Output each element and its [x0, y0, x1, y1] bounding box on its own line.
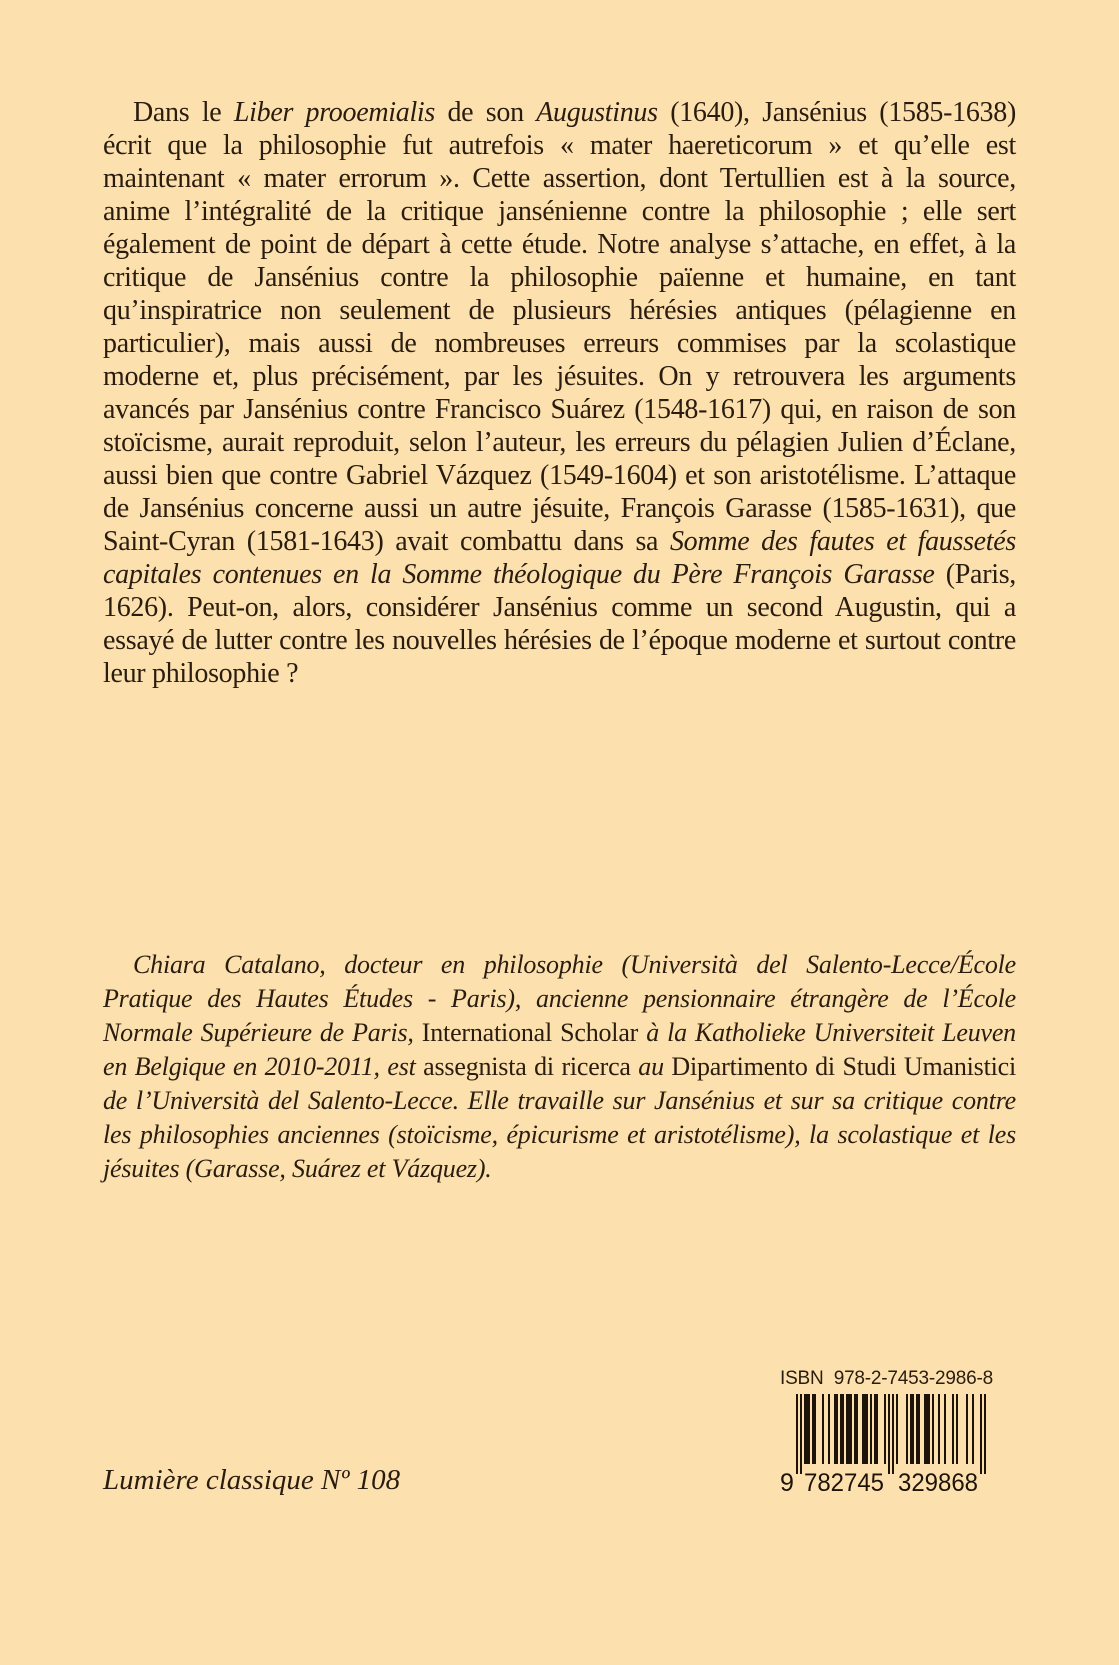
ean13-barcode: [780, 1394, 986, 1496]
series-label: Lumière classique Nº 108: [103, 1464, 401, 1496]
isbn-label: ISBN 978-2-7453-2986-8: [780, 1368, 993, 1389]
synopsis-paragraph: Dans le Liber prooemialis de son Augustinus (1640), Jansénius (1585-1638) écrit que la philosophie fut autrefois « mater haereticorum » et qu’elle est maintenant « mater errorum ». Cette assertion, dont Tertullien est à la source, anime l’intégralité de la critique jansénienne contre la philosophie ; elle sert également de point de départ à cette étude. Notre analyse s’attache, en effet, à la critique de Jansénius contre la philosophie païenne et humaine, en tant qu’inspiratrice non seulement de plusieurs hérésies antiques (pélagienne en particulier), mais aussi de nombreuses erreurs commises par la scolastique moderne et, plus précisément, par les jésuites. On y retrouvera les arguments avancés par Jansénius contre Francisco Suárez (1548-1617) qui, en raison de son stoïcisme, aurait reproduit, selon l’auteur, les erreurs du pélagien Julien d’Éclane, aussi bien que contre Gabriel Vázquez (1549-1604) et son aristotélisme. L’attaque de Jansénius concerne aussi un autre jésuite, François Garasse (1585-1631), que Saint-Cyran (1581-1643) avait combattu dans sa Somme des fautes et faussetés capitales contenues en la Somme théologique du Père François Garasse (Paris, 1626). Peut-on, alors, considérer Jansénius comme un second Augustin, qui a essayé de lutter contre les nouvelles hérésies de l’époque moderne et surtout contre leur philosophie ?: [103, 97, 1016, 689]
author-bio-paragraph: Chiara Catalano, docteur en philosophie (Università del Salento-Lecce/École Pratique des Hautes Études - Paris), ancienne pensionnaire étrangère de l’École Normale Supérieure de Paris, International Scholar à la Katholieke Universiteit Leuven en Belgique en 2010-2011, est assegnista di ricerca au Dipartimento di Studi Umanistici de l’Università del Salento-Lecce. Elle travaille sur Jansénius et sur sa critique contre les philosophies anciennes (stoïcisme, épicurisme et aristotélisme), la scolastique et les jésuites (Garasse, Suárez et Vázquez).: [103, 950, 1016, 1183]
isbn-block: [780, 1368, 993, 1496]
svg-text:9: 9: [780, 1469, 794, 1496]
svg-text:782745: 782745: [804, 1469, 884, 1496]
svg-text:329868: 329868: [898, 1469, 978, 1496]
